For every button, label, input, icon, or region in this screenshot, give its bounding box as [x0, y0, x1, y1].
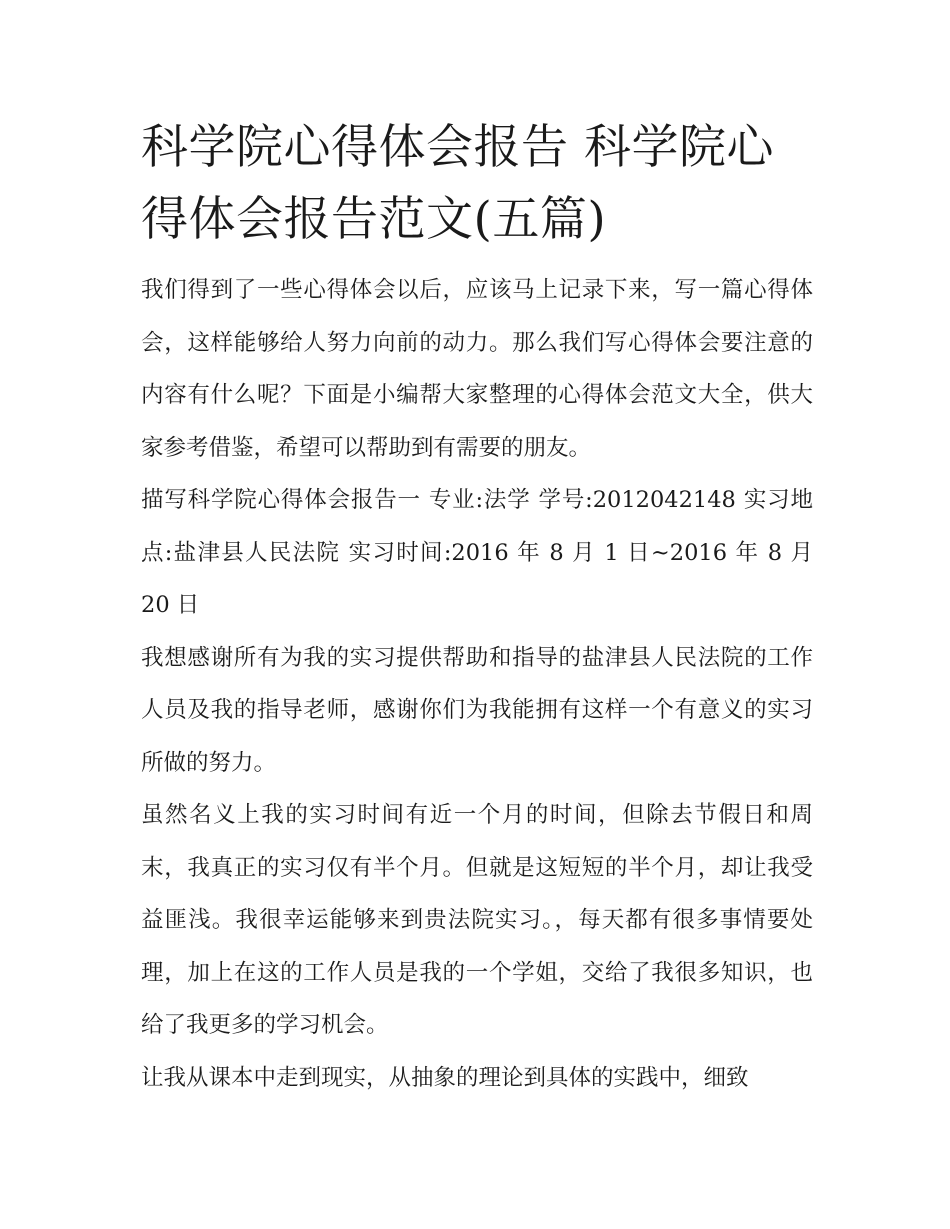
document-body — [141, 112, 813, 1104]
paragraph-internship-info: 描写科学院心得体会报告一 专业:法学 学号:2012042148 实习地点:盐津县人民法院 实习时间:2016 年 8 月 1 日~2016 年 8 月 20 日 — [141, 487, 813, 618]
document-title: 科学院心得体会报告 科学院心得体会报告范文(五篇) — [141, 120, 774, 247]
paragraph-reflection: 让我从课本中走到现实，从抽象的理论到具体的实践中，细致 — [141, 1064, 749, 1091]
paragraph-intro: 我们得到了一些心得体会以后，应该马上记录下来，写一篇心得体会，这样能够给人努力向前的动力。那么我们写心得体会要注意的内容有什么呢？下面是小编帮大家整理的心得体会范文大全，供大家参考借鉴，希望可以帮助到有需要的朋友。 — [141, 277, 813, 461]
paragraph-experience: 虽然名义上我的实习时间有近一个月的时间，但除去节假日和周末，我真正的实习仅有半个月。但就是这短短的半个月，却让我受益匪浅。我很幸运能够来到贵法院实习。，每天都有很多事情要处理，加上在这的工作人员是我的一个学姐，交给了我很多知识，也给了我更多的学习机会。 — [141, 802, 813, 1038]
paragraph-thanks: 我想感谢所有为我的实习提供帮助和指导的盐津县人民法院的工作人员及我的指导老师，感谢你们为我能拥有这样一个有意义的实习所做的努力。 — [141, 644, 813, 776]
